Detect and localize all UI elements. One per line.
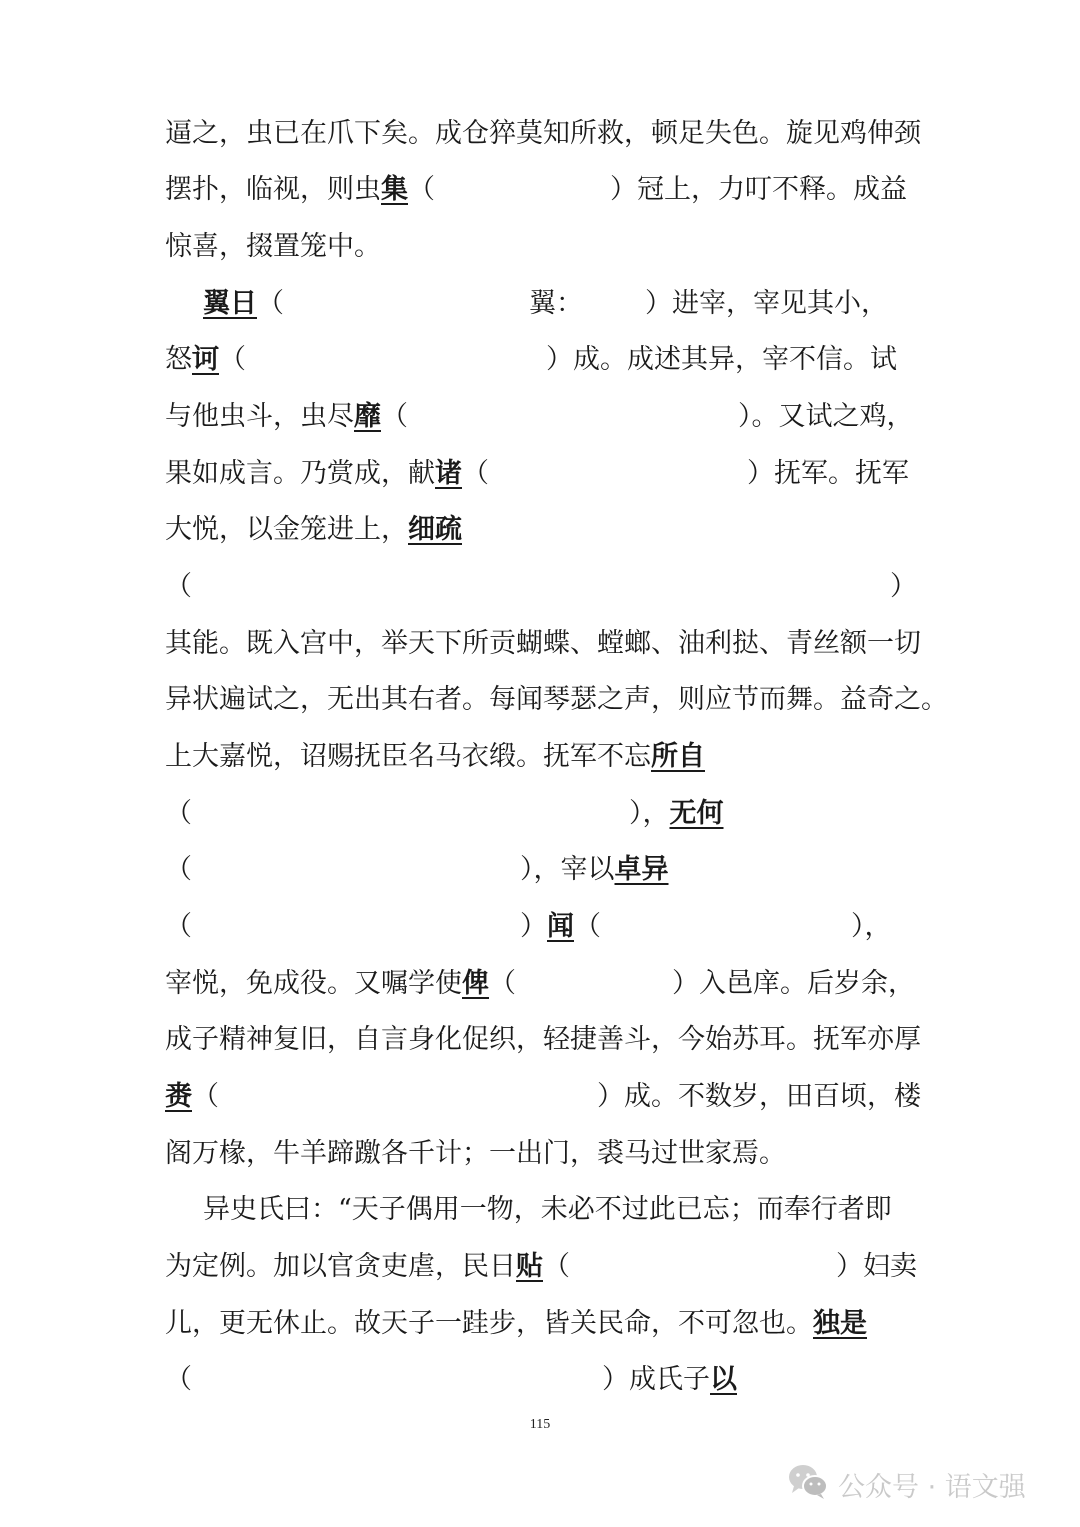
text-line: [165, 452, 917, 496]
text-line: [165, 1302, 917, 1346]
underlined-term: 靡: [354, 401, 381, 432]
line-text: 惊喜，掇置笼中。: [165, 231, 381, 262]
blank-open-paren: （: [192, 1081, 219, 1112]
line-text: 上大嘉悦，诏赐抚臣名马衣缎。抚军不忘: [165, 741, 651, 772]
underlined-term: 翼日: [203, 288, 257, 319]
blank-open-paren: （: [165, 854, 192, 885]
page-number: 115: [529, 1417, 551, 1432]
line-text: 摆扑，临视，则虫: [165, 174, 381, 205]
blank-close-paren: ）: [890, 571, 917, 602]
text-line: [165, 225, 917, 269]
blank-open-paren: （: [219, 344, 246, 375]
text-line: [165, 1075, 921, 1119]
underlined-term: 以: [710, 1364, 737, 1395]
watermark-text: 公众号 · 语文强: [838, 1471, 1026, 1503]
text-line: [165, 1358, 917, 1402]
line-text: 大悦，以金笼进上，: [165, 514, 408, 545]
blank-open-paren: （: [257, 288, 284, 319]
text-line: [203, 1188, 917, 1232]
text-line: [165, 168, 917, 212]
line-text: ），: [629, 798, 670, 829]
text-line: [165, 622, 921, 666]
underlined-term: 独是: [813, 1308, 867, 1339]
blank-open-paren: （: [408, 174, 435, 205]
text-line: [165, 338, 917, 382]
line-text: 与他虫斗，虫尽: [165, 401, 354, 432]
line-text: ）成氏子: [602, 1364, 710, 1395]
text-line: [165, 905, 917, 949]
text-line: [165, 678, 948, 722]
blank-open-paren: （: [165, 571, 192, 602]
text-line: [165, 1132, 917, 1176]
underlined-term: 卓异: [614, 854, 669, 885]
line-text: ）入邑庠。后岁余，: [672, 968, 915, 999]
line-text: ）成。不数岁，田百顷，楼: [597, 1081, 921, 1112]
underlined-term: 无何: [669, 798, 724, 829]
line-text: 异史氏曰：“天子偶用一物，未必不过此已忘；而奉行者即: [203, 1194, 892, 1225]
text-line: [165, 1245, 917, 1289]
line-text: 儿，更无休止。故天子一跬步，皆关民命，不可忽也。: [165, 1308, 813, 1339]
line-text: 为定例。加以官贪吏虐，民日: [165, 1251, 516, 1282]
text-line: [203, 282, 917, 326]
underlined-term: 细疏: [408, 514, 462, 545]
line-text: 其能。既入宫中，举天下所贡蝴蝶、螳螂、油利挞、青丝额一切: [165, 628, 921, 659]
wechat-icon: [786, 1461, 830, 1508]
blank-open-paren: （: [574, 911, 601, 942]
blank-open-paren: （: [165, 798, 192, 829]
line-text: 逼之，虫已在爪下矣。成仓猝莫知所救，顿足失色。旋见鸡伸颈: [165, 118, 921, 149]
text-line: [165, 735, 917, 779]
line-text: 翼：: [529, 288, 583, 319]
text-line: [165, 565, 917, 609]
text-line: [165, 112, 921, 156]
line-text: ）妇卖: [836, 1251, 917, 1282]
blank-open-paren: （: [165, 1364, 192, 1395]
line-text: 宰以: [560, 854, 615, 885]
line-text: 宰悦，免成役。又嘱学使: [165, 968, 462, 999]
line-text: 阁万椽，牛羊蹄躈各千计；一出门，裘马过世家焉。: [165, 1138, 786, 1169]
text-line: [165, 508, 917, 552]
line-text: ）进宰，宰见其小，: [645, 288, 888, 319]
blank-open-paren: （: [489, 968, 516, 999]
underlined-term: 贴: [516, 1251, 543, 1282]
line-text: 成子精神复旧，自言身化促织，轻捷善斗，今始苏耳。抚军亦厚: [165, 1024, 921, 1055]
underlined-term: 闻: [547, 911, 574, 942]
line-text: ）冠上，力叮不释。成益: [610, 174, 907, 205]
line-text: ）。又试之鸡，: [738, 401, 914, 432]
line-text: ），: [851, 911, 892, 942]
blank-open-paren: （: [381, 401, 408, 432]
line-text: 异状遍试之，无出其右者。每闻琴瑟之声，则应节而舞。益奇之。: [165, 684, 948, 715]
blank-open-paren: （: [462, 458, 489, 489]
line-text: ），: [520, 854, 561, 885]
line-text: 果如成言。乃赏成，献: [165, 458, 435, 489]
blank-open-paren: （: [165, 911, 192, 942]
line-text: ）抚军。抚军: [747, 458, 909, 489]
watermark: [786, 1459, 1026, 1509]
text-line: [165, 395, 917, 439]
underlined-term: 赉: [165, 1081, 192, 1112]
underlined-term: 诃: [192, 344, 219, 375]
text-line: [165, 792, 917, 836]
text-line: [165, 962, 917, 1006]
underlined-term: 诸: [435, 458, 462, 489]
underlined-term: 集: [381, 174, 408, 205]
text-line: [165, 848, 917, 892]
line-text: 怒: [165, 344, 192, 375]
line-text: ）: [520, 911, 547, 942]
line-text: ）成。成述其异，宰不信。试: [546, 344, 897, 375]
blank-open-paren: （: [543, 1251, 570, 1282]
underlined-term: 所自: [651, 741, 705, 772]
text-line: [165, 1018, 921, 1062]
underlined-term: 俾: [462, 968, 489, 999]
